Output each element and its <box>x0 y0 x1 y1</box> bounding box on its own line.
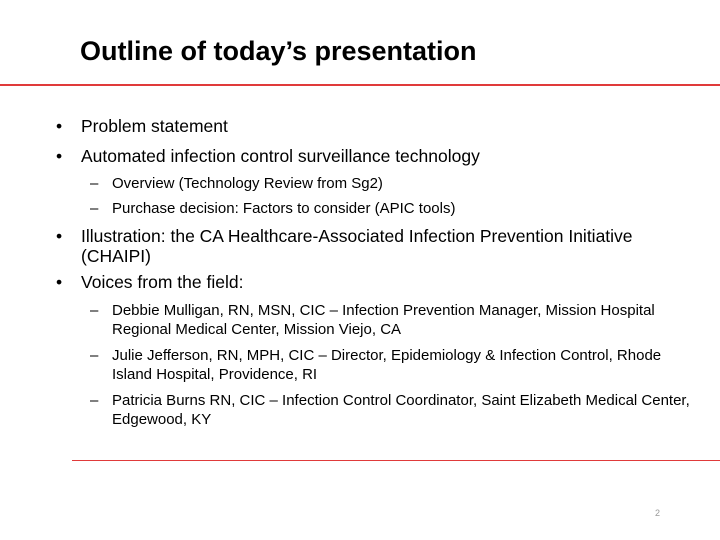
dash-marker: – <box>90 200 99 217</box>
outline-item-text: Problem statement <box>81 116 228 136</box>
bullet-marker: • <box>56 272 63 292</box>
outline-subitem-text: Overview (Technology Review from Sg2) <box>112 175 383 192</box>
outline-subitem-text: Debbie Mulligan, RN, MSN, CIC – Infection Prevention Manager, Mission Hospital Regional Medical Center, Mission Viejo, CA <box>112 302 655 338</box>
outline-item-surveillance-technology <box>56 146 696 166</box>
outline-subitem-overview <box>90 174 690 193</box>
outline-subitem-text: Julie Jefferson, RN, MPH, CIC – Director, Epidemiology & Infection Control, Rhode Island Hospital, Providence, RI <box>112 347 662 383</box>
outline-item-problem-statement <box>56 116 696 136</box>
outline-item-text: Automated infection control surveillance technology <box>81 146 480 166</box>
outline-subitem-text: Purchase decision: Factors to consider (APIC tools) <box>112 200 456 217</box>
outline-subitem-text: Patricia Burns RN, CIC – Infection Control Coordinator, Saint Elizabeth Medical Center, Edgewood, KY <box>112 392 690 428</box>
bullet-marker: • <box>56 116 63 136</box>
outline-item-illustration <box>56 226 696 266</box>
dash-marker: – <box>90 347 99 364</box>
bullet-marker: • <box>56 146 63 166</box>
title-divider <box>0 84 720 86</box>
footer-divider <box>72 460 720 461</box>
dash-marker: – <box>90 392 99 409</box>
outline-subitem-purchase-decision <box>90 199 690 218</box>
dash-marker: – <box>90 302 99 319</box>
outline-subitem-speaker-mulligan <box>90 301 690 339</box>
outline-subitem-speaker-jefferson <box>90 346 690 384</box>
outline-item-text: Illustration: the CA Healthcare-Associated Infection Prevention Initiative (CHAIPI) <box>81 226 633 266</box>
dash-marker: – <box>90 175 99 192</box>
outline-item-text: Voices from the field: <box>81 272 244 292</box>
outline-subitem-speaker-burns <box>90 391 690 429</box>
page-number: 2 <box>655 508 661 518</box>
outline-item-voices <box>56 272 696 292</box>
slide-title: Outline of today’s presentation <box>80 36 477 66</box>
bullet-marker: • <box>56 226 63 246</box>
